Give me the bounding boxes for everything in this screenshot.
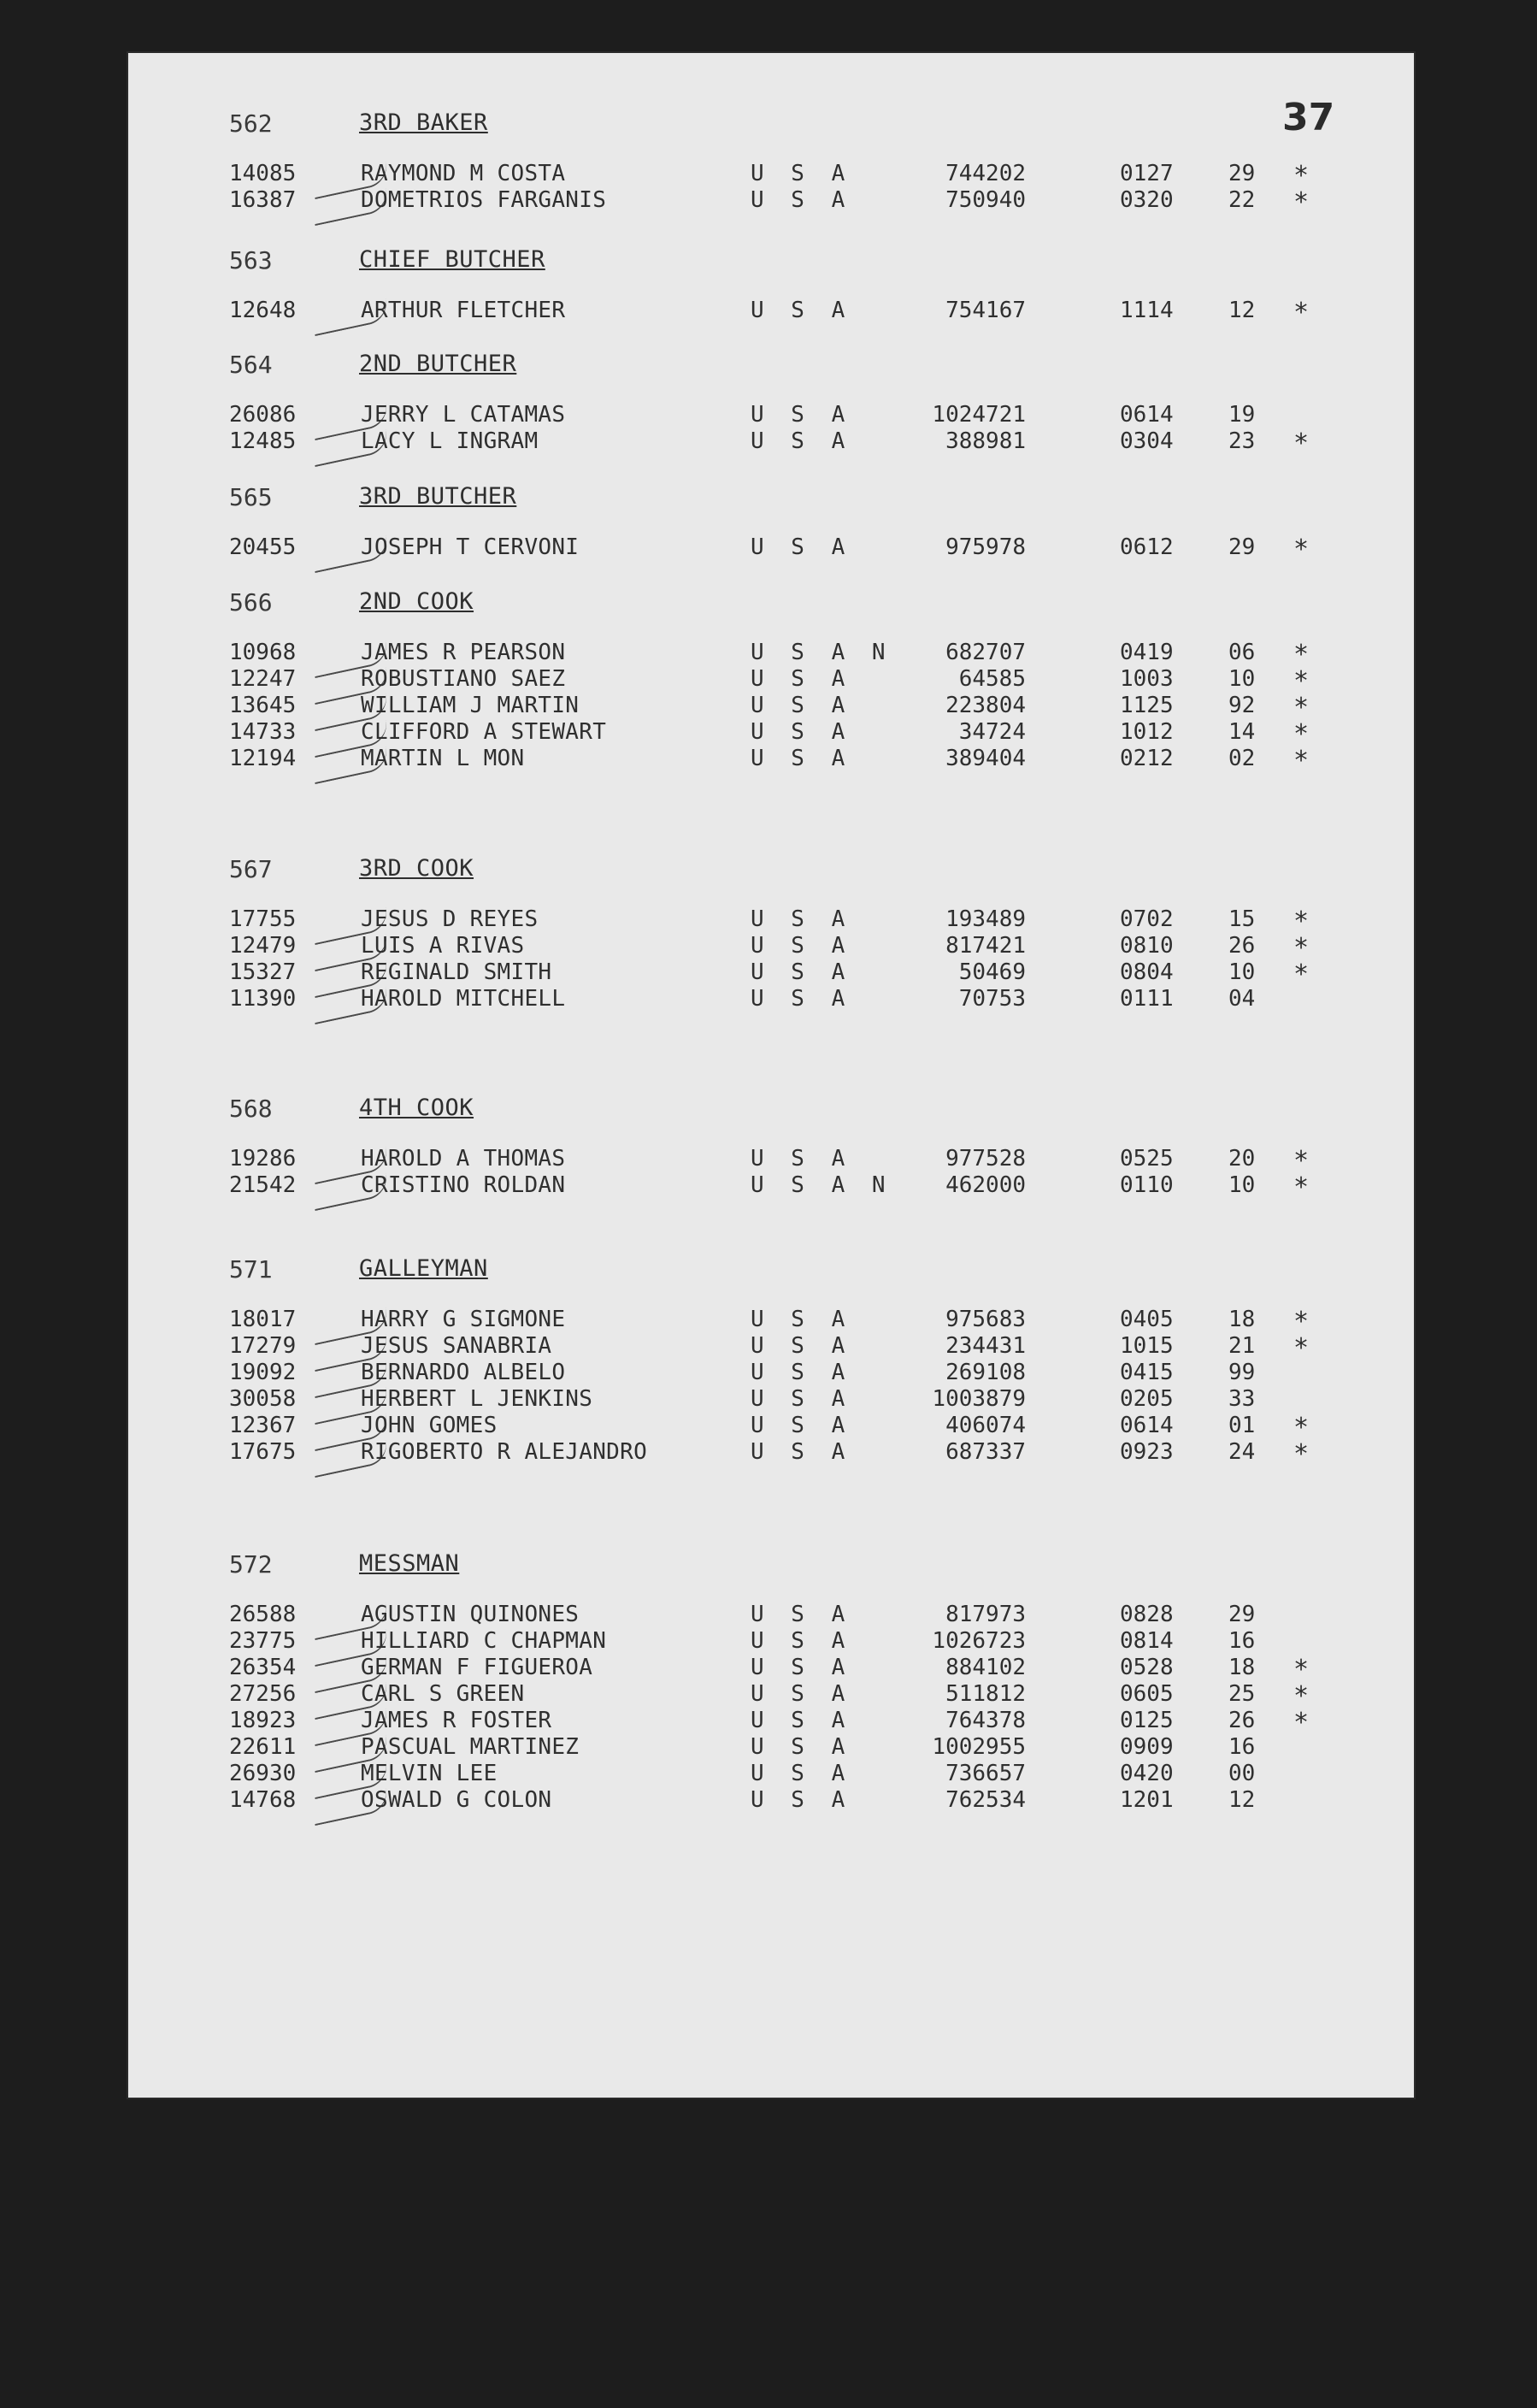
employee-id: 12648 [229,298,297,323]
page-number: 37 [1282,96,1335,139]
age-code: 12 [1228,298,1256,323]
age-code: 26 [1228,1708,1256,1733]
date-code: 0420 [1120,1761,1174,1786]
document-number: 977528 [945,1146,1026,1172]
document-number: 64585 [958,666,1026,692]
date-code: 0415 [1120,1360,1174,1385]
asterisk-mark: * [1293,298,1310,328]
date-code: 0923 [1120,1439,1174,1465]
document-number: 223804 [945,693,1026,718]
crew-name: RIGOBERTO R ALEJANDRO [361,1439,648,1465]
age-code: 23 [1228,428,1256,454]
asterisk-mark: * [1293,906,1310,936]
document-number: 34724 [958,719,1026,745]
age-code: 24 [1228,1439,1256,1465]
crew-name: RAYMOND M COSTA [361,161,566,186]
date-code: 0320 [1120,187,1174,213]
document-number: 50469 [958,959,1026,985]
nationality: U S A [751,746,852,771]
document-number: 817973 [945,1602,1026,1627]
date-code: 1114 [1120,298,1174,323]
document-number: 736657 [945,1761,1026,1786]
nationality: U S A [751,1628,852,1654]
crew-name: AGUSTIN QUINONES [361,1602,580,1627]
crew-name: DOMETRIOS FARGANIS [361,187,607,213]
document-number: 1024721 [932,402,1026,428]
asterisk-mark: * [1293,666,1310,696]
document-page [127,51,1416,2099]
asterisk-mark: * [1293,1172,1310,1202]
age-code: 33 [1228,1386,1256,1412]
employee-id: 18017 [229,1307,297,1332]
document-number: 70753 [958,986,1026,1012]
section-title: 4TH COOK [359,1095,474,1121]
asterisk-mark: * [1293,693,1310,723]
age-code: 92 [1228,693,1256,718]
section-title: 2ND COOK [359,588,474,615]
date-code: 1012 [1120,719,1174,745]
crew-name: CRISTINO ROLDAN [361,1172,566,1198]
nationality: U S A [751,1360,852,1385]
employee-id: 15327 [229,959,297,985]
crew-name: HILLIARD C CHAPMAN [361,1628,607,1654]
document-number: 682707 [945,640,1026,665]
date-code: 0405 [1120,1307,1174,1332]
nationality: U S A [751,1761,852,1786]
document-number: 764378 [945,1708,1026,1733]
crew-name: JESUS SANABRIA [361,1333,552,1359]
section-code: 565 [229,483,273,511]
employee-id: 12247 [229,666,297,692]
age-code: 10 [1228,666,1256,692]
document-number: 462000 [945,1172,1026,1198]
age-code: 10 [1228,959,1256,985]
employee-id: 26588 [229,1602,297,1627]
nationality: U S A [751,693,852,718]
employee-id: 21542 [229,1172,297,1198]
document-number: 1026723 [932,1628,1026,1654]
date-code: 0125 [1120,1708,1174,1733]
employee-id: 23775 [229,1628,297,1654]
crew-name: ARTHUR FLETCHER [361,298,566,323]
age-code: 00 [1228,1761,1256,1786]
age-code: 26 [1228,933,1256,959]
document-number: 388981 [945,428,1026,454]
asterisk-mark: * [1293,1439,1310,1469]
document-number: 511812 [945,1681,1026,1707]
employee-id: 20455 [229,534,297,560]
date-code: 0525 [1120,1146,1174,1172]
crew-name: PASCUAL MARTINEZ [361,1734,580,1760]
document-number: 750940 [945,187,1026,213]
crew-name: LACY L INGRAM [361,428,539,454]
asterisk-mark: * [1293,1708,1310,1738]
document-number: 406074 [945,1413,1026,1438]
nationality: U S A [751,1333,852,1359]
nationality: U S A [751,1386,852,1412]
employee-id: 26930 [229,1761,297,1786]
crew-name: HARRY G SIGMONE [361,1307,566,1332]
date-code: 0205 [1120,1386,1174,1412]
age-code: 21 [1228,1333,1256,1359]
date-code: 0605 [1120,1681,1174,1707]
nationality: U S A [751,666,852,692]
nationality: U S A N [751,640,892,665]
date-code: 0212 [1120,746,1174,771]
age-code: 18 [1228,1655,1256,1680]
employee-id: 27256 [229,1681,297,1707]
crew-name: OSWALD G COLON [361,1787,552,1813]
employee-id: 26086 [229,402,297,428]
nationality: U S A [751,1734,852,1760]
section-code: 568 [229,1095,273,1123]
asterisk-mark: * [1293,1307,1310,1337]
age-code: 19 [1228,402,1256,428]
age-code: 16 [1228,1734,1256,1760]
section-code: 564 [229,351,273,379]
document-number: 269108 [945,1360,1026,1385]
nationality: U S A [751,1681,852,1707]
nationality: U S A [751,1708,852,1733]
asterisk-mark: * [1293,534,1310,564]
employee-id: 13645 [229,693,297,718]
section-code: 562 [229,109,273,138]
date-code: 1015 [1120,1333,1174,1359]
crew-name: JAMES R PEARSON [361,640,566,665]
employee-id: 10968 [229,640,297,665]
employee-id: 12479 [229,933,297,959]
age-code: 06 [1228,640,1256,665]
crew-name: HERBERT L JENKINS [361,1386,593,1412]
section-title: CHIEF BUTCHER [359,246,545,273]
employee-id: 16387 [229,187,297,213]
date-code: 0419 [1120,640,1174,665]
document-number: 817421 [945,933,1026,959]
employee-id: 12367 [229,1413,297,1438]
asterisk-mark: * [1293,428,1310,458]
document-number: 687337 [945,1439,1026,1465]
crew-name: LUIS A RIVAS [361,933,525,959]
crew-name: REGINALD SMITH [361,959,552,985]
document-number: 754167 [945,298,1026,323]
section-code: 567 [229,855,273,883]
crew-name: GERMAN F FIGUEROA [361,1655,593,1680]
date-code: 0614 [1120,1413,1174,1438]
date-code: 0810 [1120,933,1174,959]
age-code: 22 [1228,187,1256,213]
nationality: U S A [751,428,852,454]
document-number: 193489 [945,906,1026,932]
date-code: 0111 [1120,986,1174,1012]
date-code: 1125 [1120,693,1174,718]
asterisk-mark: * [1293,719,1310,749]
crew-name: JOSEPH T CERVONI [361,534,580,560]
age-code: 12 [1228,1787,1256,1813]
employee-id: 14085 [229,161,297,186]
nationality: U S A [751,719,852,745]
section-title: GALLEYMAN [359,1255,488,1282]
crew-name: CARL S GREEN [361,1681,525,1707]
age-code: 18 [1228,1307,1256,1332]
section-code: 566 [229,588,273,617]
document-number: 762534 [945,1787,1026,1813]
age-code: 15 [1228,906,1256,932]
employee-id: 17279 [229,1333,297,1359]
asterisk-mark: * [1293,1655,1310,1685]
asterisk-mark: * [1293,1681,1310,1711]
date-code: 0909 [1120,1734,1174,1760]
section-code: 571 [229,1255,273,1284]
age-code: 29 [1228,534,1256,560]
age-code: 01 [1228,1413,1256,1438]
employee-id: 18923 [229,1708,297,1733]
asterisk-mark: * [1293,933,1310,963]
asterisk-mark: * [1293,959,1310,989]
asterisk-mark: * [1293,1413,1310,1443]
crew-name: CLIFFORD A STEWART [361,719,607,745]
asterisk-mark: * [1293,161,1310,191]
nationality: U S A [751,986,852,1012]
document-number: 1003879 [932,1386,1026,1412]
asterisk-mark: * [1293,640,1310,670]
date-code: 1003 [1120,666,1174,692]
section-title: 3RD BAKER [359,109,488,136]
date-code: 0528 [1120,1655,1174,1680]
date-code: 0814 [1120,1628,1174,1654]
nationality: U S A [751,1307,852,1332]
nationality: U S A [751,959,852,985]
crew-name: BERNARDO ALBELO [361,1360,566,1385]
section-title: MESSMAN [359,1550,460,1577]
employee-id: 11390 [229,986,297,1012]
nationality: U S A [751,1655,852,1680]
employee-id: 12485 [229,428,297,454]
date-code: 0612 [1120,534,1174,560]
crew-name: WILLIAM J MARTIN [361,693,580,718]
crew-name: JERRY L CATAMAS [361,402,566,428]
age-code: 29 [1228,161,1256,186]
nationality: U S A [751,1439,852,1465]
employee-id: 22611 [229,1734,297,1760]
date-code: 0110 [1120,1172,1174,1198]
crew-name: ROBUSTIANO SAEZ [361,666,566,692]
nationality: U S A [751,1413,852,1438]
nationality: U S A N [751,1172,892,1198]
crew-name: JESUS D REYES [361,906,539,932]
date-code: 0614 [1120,402,1174,428]
nationality: U S A [751,298,852,323]
document-number: 884102 [945,1655,1026,1680]
employee-id: 12194 [229,746,297,771]
crew-name: JOHN GOMES [361,1413,498,1438]
asterisk-mark: * [1293,187,1310,217]
age-code: 25 [1228,1681,1256,1707]
date-code: 0304 [1120,428,1174,454]
crew-name: MELVIN LEE [361,1761,498,1786]
employee-id: 26354 [229,1655,297,1680]
date-code: 0828 [1120,1602,1174,1627]
document-number: 975978 [945,534,1026,560]
date-code: 1201 [1120,1787,1174,1813]
employee-id: 19092 [229,1360,297,1385]
nationality: U S A [751,161,852,186]
section-code: 563 [229,246,273,274]
nationality: U S A [751,187,852,213]
crew-name: HAROLD A THOMAS [361,1146,566,1172]
asterisk-mark: * [1293,1333,1310,1363]
nationality: U S A [751,402,852,428]
age-code: 02 [1228,746,1256,771]
employee-id: 17675 [229,1439,297,1465]
nationality: U S A [751,1602,852,1627]
employee-id: 14768 [229,1787,297,1813]
nationality: U S A [751,1146,852,1172]
date-code: 0702 [1120,906,1174,932]
document-number: 744202 [945,161,1026,186]
section-title: 3RD BUTCHER [359,483,517,510]
document-number: 389404 [945,746,1026,771]
age-code: 10 [1228,1172,1256,1198]
date-code: 0127 [1120,161,1174,186]
section-title: 2ND BUTCHER [359,351,517,377]
employee-id: 30058 [229,1386,297,1412]
document-number: 975683 [945,1307,1026,1332]
nationality: U S A [751,534,852,560]
nationality: U S A [751,1787,852,1813]
nationality: U S A [751,906,852,932]
nationality: U S A [751,933,852,959]
crew-name: JAMES R FOSTER [361,1708,552,1733]
asterisk-mark: * [1293,1146,1310,1176]
age-code: 04 [1228,986,1256,1012]
document-number: 234431 [945,1333,1026,1359]
age-code: 20 [1228,1146,1256,1172]
section-code: 572 [229,1550,273,1579]
employee-id: 14733 [229,719,297,745]
employee-id: 17755 [229,906,297,932]
section-title: 3RD COOK [359,855,474,882]
age-code: 99 [1228,1360,1256,1385]
crew-name: HAROLD MITCHELL [361,986,566,1012]
age-code: 29 [1228,1602,1256,1627]
date-code: 0804 [1120,959,1174,985]
asterisk-mark: * [1293,746,1310,776]
age-code: 14 [1228,719,1256,745]
crew-name: MARTIN L MON [361,746,525,771]
age-code: 16 [1228,1628,1256,1654]
employee-id: 19286 [229,1146,297,1172]
document-number: 1002955 [932,1734,1026,1760]
